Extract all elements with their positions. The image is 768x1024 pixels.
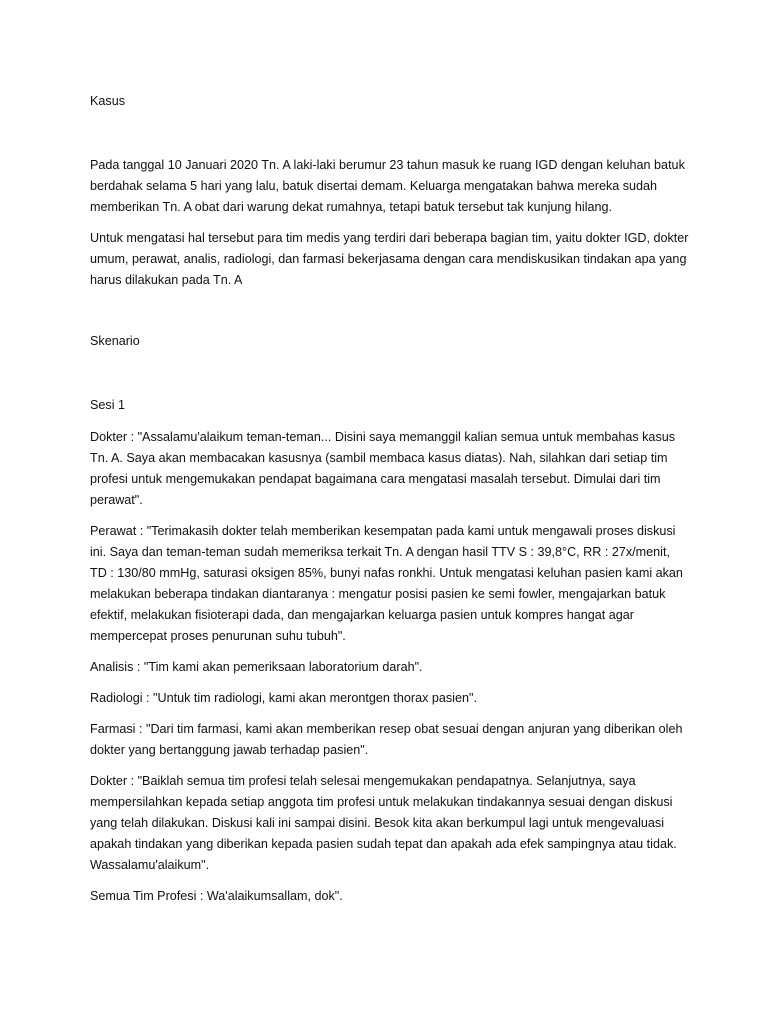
kasus-paragraph-2: Untuk mengatasi hal tersebut para tim medis yang terdiri dari beberapa bagian tim, yaitu dokter IGD, dokter umum, perawat, analis, radiologi, dan farmasi bekerjasama dengan cara mendiskusikan tindakan apa yang harus dilakukan pada Tn. A: [90, 231, 689, 287]
dialog-dokter-closing: Dokter : "Baiklah semua tim profesi telah selesai mengemukakan pendapatnya. Selanjutnya, saya mempersilahkan kepada setiap anggota tim profesi untuk melakukan tindakannya sesuai dengan diskusi yang telah dilakukan. Diskusi kali ini sampai disini. Besok kita akan berkumpul lagi untuk mengevaluasi apakah tindakan yang diberikan kepada pasien sudah tepat dan apakah ada efek sampingnya atau tidak. Wassalamu'alaikum".: [90, 774, 677, 872]
dialog-semua-tim: Semua Tim Profesi : Wa'alaikumsallam, dok".: [90, 889, 343, 903]
heading-sesi-1: Sesi 1: [90, 398, 126, 412]
dialog-radiologi: Radiologi : "Untuk tim radiologi, kami akan merontgen thorax pasien".: [90, 691, 477, 705]
kasus-paragraph-1: Pada tanggal 10 Januari 2020 Tn. A laki-laki berumur 23 tahun masuk ke ruang IGD dengan keluhan batuk berdahak selama 5 hari yang lalu, batuk disertai demam. Keluarga mengatakan bahwa mereka sudah memberikan Tn. A obat dari warung dekat rumahnya, tetapi batuk tersebut tak kunjung hilang.: [90, 158, 685, 214]
document-page: [90, 91, 690, 907]
dialog-farmasi: Farmasi : "Dari tim farmasi, kami akan memberikan resep obat sesuai dengan anjuran yang diberikan oleh dokter yang bertanggung jawab terhadap pasien".: [90, 722, 683, 757]
dialog-dokter-opening: Dokter : "Assalamu'alaikum teman-teman... Disini saya memanggil kalian semua untuk membahas kasus Tn. A. Saya akan membacakan kasusnya (sambil membaca kasus diatas). Nah, silahkan dari setiap tim profesi untuk mengemukakan pendapat bagaimana cara mengatasi masalah tersebut. Dimulai dari tim perawat".: [90, 430, 676, 507]
dialog-analisis: Analisis : "Tim kami akan pemeriksaan laboratorium darah".: [90, 660, 423, 674]
heading-skenario: Skenario: [90, 334, 140, 348]
dialog-perawat: Perawat : "Terimakasih dokter telah memberikan kesempatan pada kami untuk mengawali proses diskusi ini. Saya dan teman-teman sudah memeriksa terkait Tn. A dengan hasil TTV S : 39,8°C, RR : 27x/menit, TD : 130/80 mmHg, saturasi oksigen 85%, bunyi nafas ronkhi. Untuk mengatasi keluhan pasien kami akan melakukan beberapa tindakan diantaranya : mengatur posisi pasien ke semi fowler, mengajarkan batuk efektif, melakukan fisioterapi dada, dan mengajarkan keluarga pasien untuk kompres hangat agar mempercepat proses penurunan suhu tubuh".: [90, 524, 683, 643]
heading-kasus: Kasus: [90, 94, 126, 108]
